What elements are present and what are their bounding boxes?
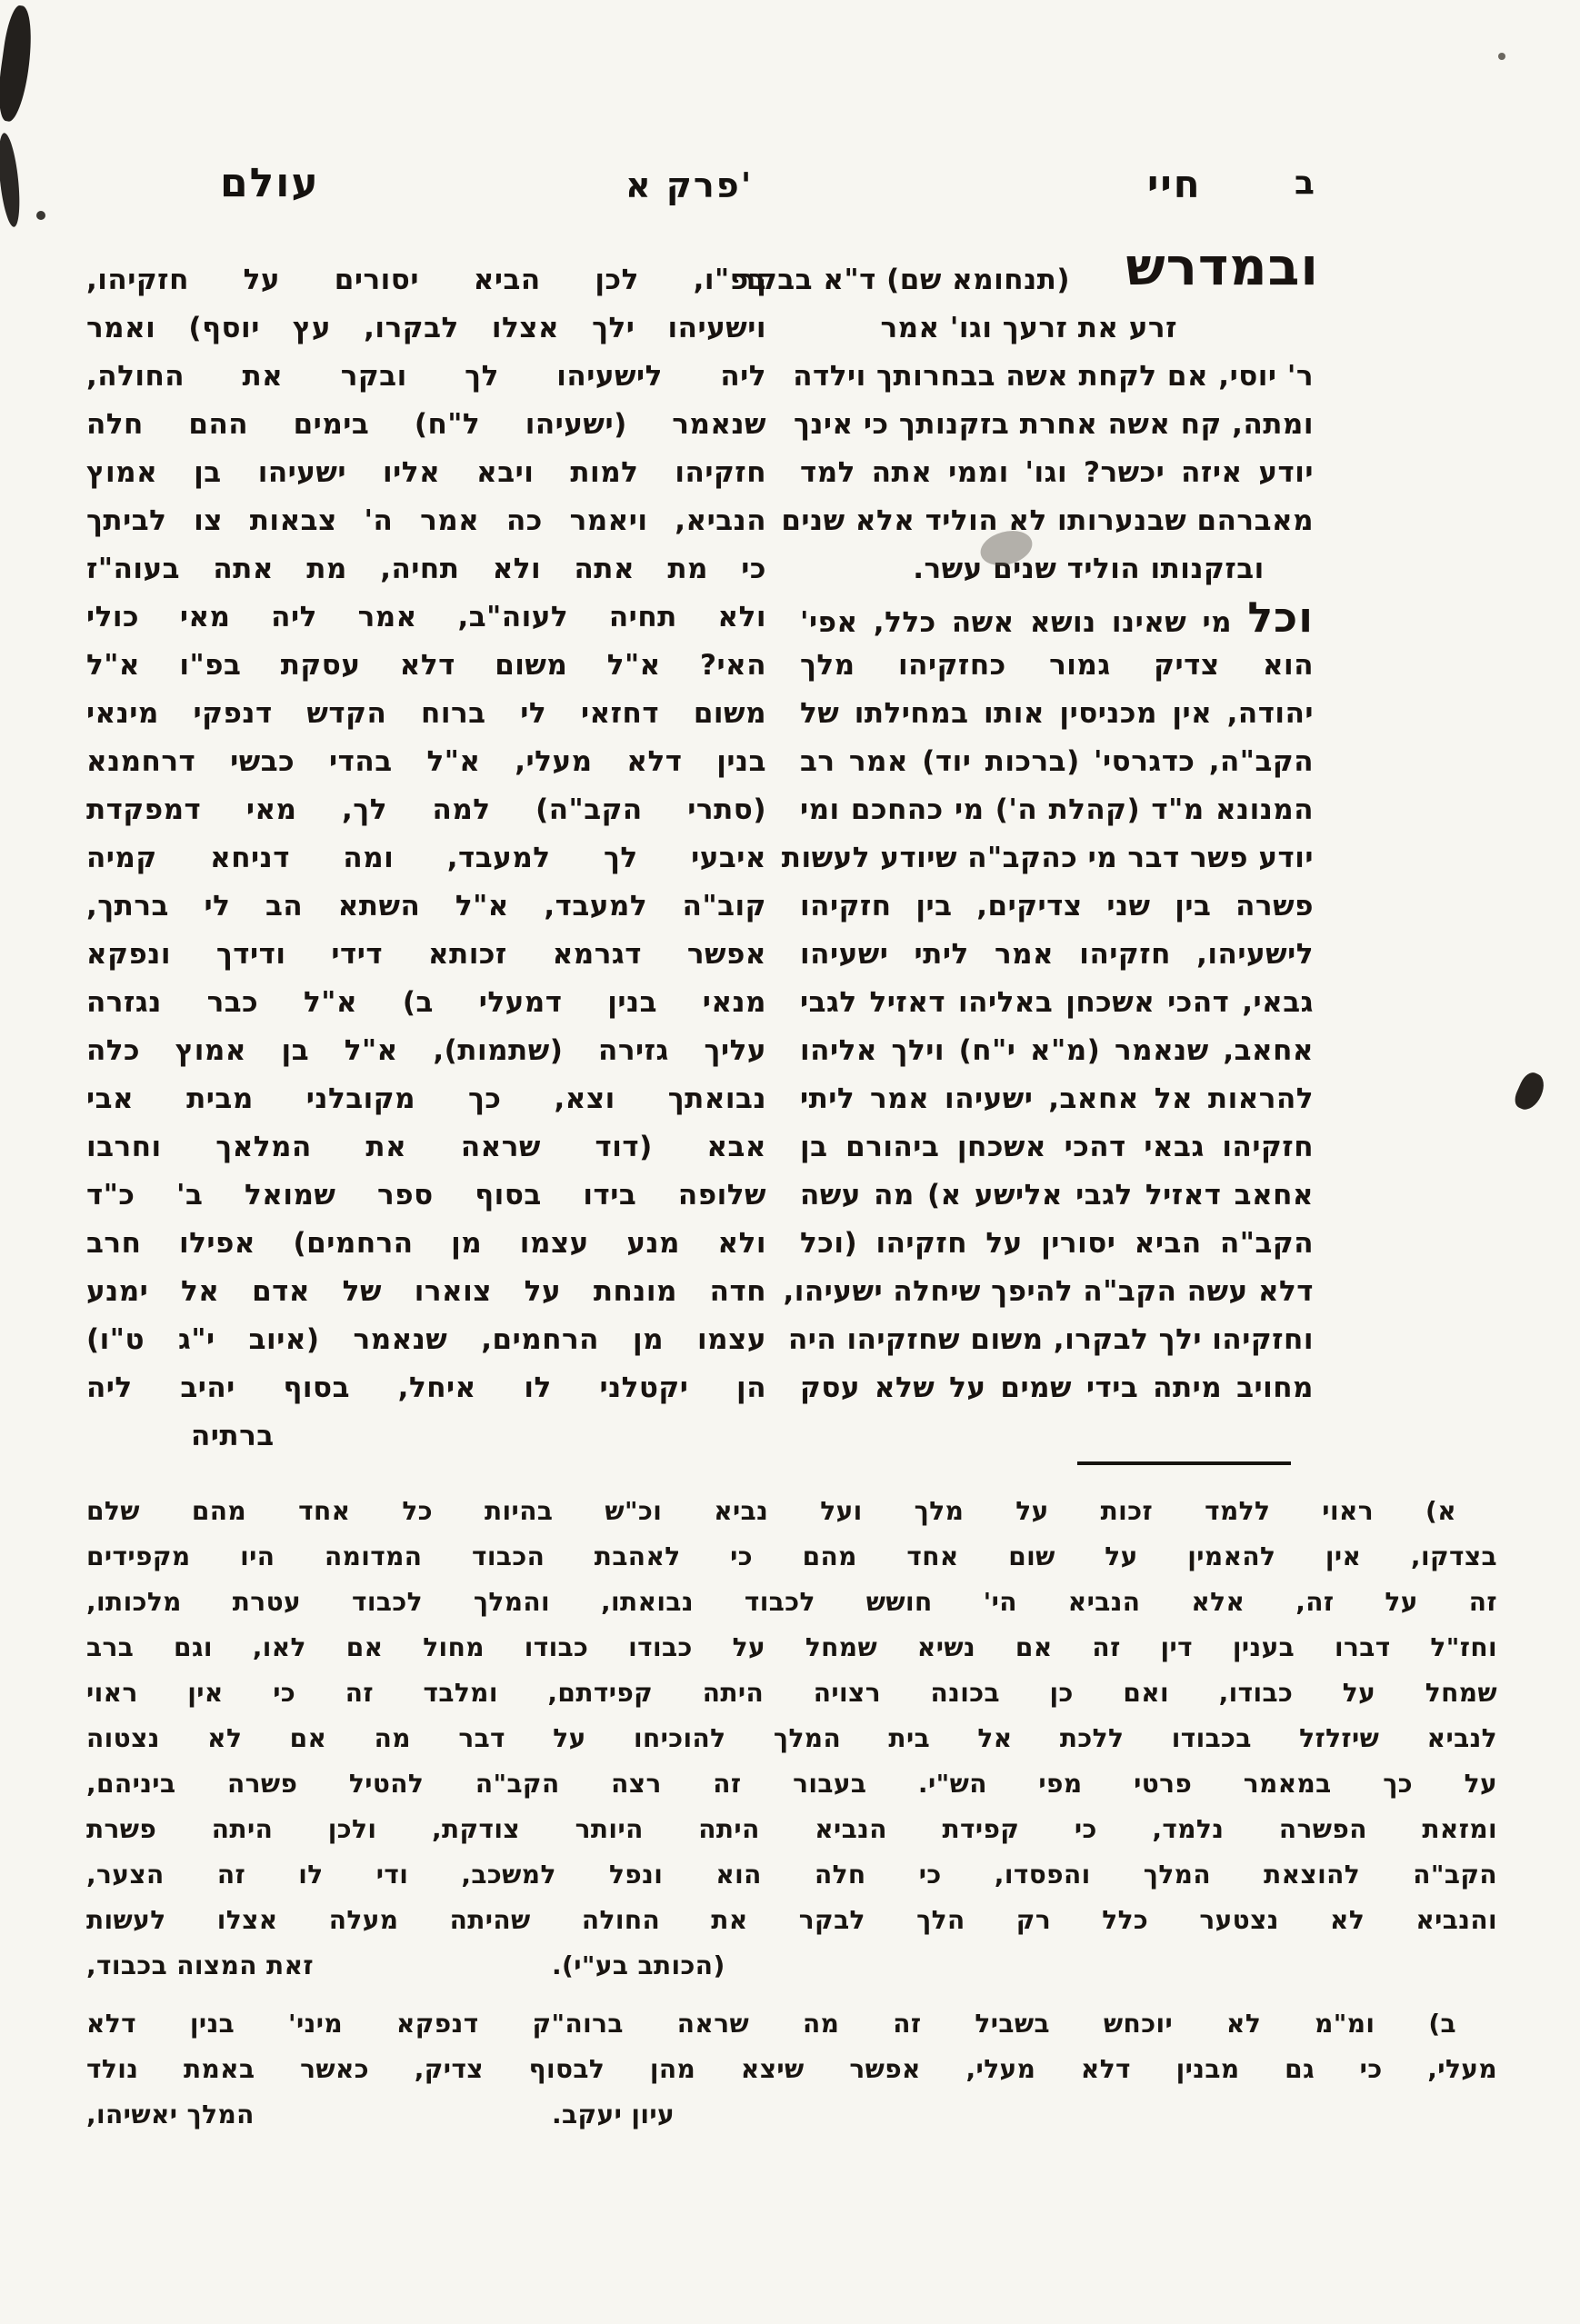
text-line: גבאי, דהכי אשכחן באליהו דאזיל לגבי [800,986,1314,1019]
text-line: וחז"ל דברו בענין דין זה אם נשיא שמחל על כבודו כבודו מחול אם לאו, וגם ברב [86,1632,1497,1662]
text-line: מנאי בנין דמעלי ב) א"ל כבר נגזרה [86,986,766,1019]
text-line: ר' יוסי, אם לקחת אשה בבחרותך וילדה [793,360,1314,393]
footnote-a-closing-text: זאת המצוה בכבוד, [86,1950,314,1980]
footnote-a-lines [86,1489,1497,1943]
text-line: ומתה, קח אשה אחרת בזקנותך כי אינך [793,408,1314,441]
main-column-left [86,256,766,1461]
footnote-a-attribution: (הכותב בע"י). [552,1950,725,1980]
text-line: וחזקיהו ילך לבקרו, משום שחזקיהו היה [787,1323,1314,1356]
text-line: לנביא שיזלזל בכבודו ללכת אל בית המלך להוכיחו על דבר מה אם לא נצטוה [86,1723,1497,1753]
footnotes [86,1489,1497,2139]
text-line: זה על זה, אלא הנביא הי' חושש לכבוד נבואתו, והמלך לכבוד עטרת מלכותו, [86,1587,1497,1617]
text-line: ומזאת הפשרה נלמד, כי קפידת הנביא היתה היותר צודקת, ולכן היתה פשרת [86,1814,1497,1844]
footnote-a [86,1489,1497,1990]
page-edge-smudge [0,5,37,124]
second-opening-word: וכל [1247,593,1314,642]
text-line: אחאב, שנאמר (מ"א י"ח) וילך אליהו [800,1034,1314,1067]
text-line: פשרה בין שני צדיקים, בין חזקיהו [800,890,1314,923]
paragraph-lines [781,642,1314,1412]
text-line: הנביא, ויאמר כה אמר ה' צבאות צו לביתך [86,504,766,537]
text-line: שלופה בידו בסוף ספר שמואל ב' כ"ד [86,1179,766,1212]
text-line: יודע פשר דבר מי כהקב"ה שיודע לעשות [781,842,1314,874]
text-line: הקב"ה הביא יסורין על חזקיהו (וכל [800,1227,1314,1260]
ink-blot [1512,1070,1549,1114]
text-line: יהודה, אין מכניסין אותו במחילתו של [800,697,1314,730]
footnote-b-closing [86,2092,1497,2139]
second-paragraph-first-line [800,593,1314,642]
text-line: (סתרי הקב"ה) למה לך, מאי דמפקדת [86,793,766,826]
text-line: בפ"ו, לכן הביא יסורים על חזקיהו, [86,264,766,296]
main-column-right [738,237,1319,1412]
text-line: מחויב מיתה בידי שמים על שלא עסק [800,1371,1314,1404]
header-title-right: חיי [1147,162,1202,206]
text-line: ב) ומ"מ לא יוכחש בשביל זה מה שראה ברוה"ק דנפקא מיני' בנין דלא [86,2009,1456,2039]
text-line: להראות אל אחאב, ישעיהו אמר ליתי [800,1082,1314,1115]
page-number: ב [1295,165,1315,202]
second-line-rest: מי שאינו נושא אשה כלל, אפי' [800,606,1233,639]
header-title-left: עולם [220,160,320,206]
text-line: (תנחומא שם) ד"א בבקר [738,264,1070,296]
footnote-b-closing-text: המלך יאשיהו, [86,2100,255,2130]
text-line: אחאב דאזיל לגבי אלישע א) מה עשה [800,1179,1314,1212]
text-line: ולא מנע עצמו מן הרחמים) אפילו חרב [86,1227,766,1260]
text-line: משום דחזאי לי ברוח הקדש דנפקי מינאי [86,697,766,730]
text-line: זרע את זרעך וגו' אמר [880,312,1177,344]
column-last-word: ברתיה [191,1420,275,1452]
ink-speck [36,211,45,220]
footnote-a-closing [86,1943,1497,1990]
page-edge-smudge [0,132,23,228]
footnote-b [86,2001,1497,2139]
footnote-b-lines [86,2001,1497,2092]
text-line: חזקיהו גבאי דהכי אשכחן ביהורם בן [800,1131,1314,1163]
paragraph-end-line: ובזקנותו הוליד שנים עשר. [913,553,1265,585]
text-line: וישעיהו ילך אצלו לבקרו, עץ יוסף) ואמר [86,312,766,344]
text-line: ולא תחיה לעוה"ב, אמר ליה מאי כולי [86,601,766,633]
text-line: מעלי, כי גם מבנין דלא מעלי, אפשר שיצא מהן לבסוף צדיק, כאשר באמת נולד [86,2054,1497,2084]
footnote-separator [1077,1461,1291,1465]
text-line: חדה מונחת על צוארו של אדם אל ימנע [86,1275,766,1308]
text-line: כי מת אתה ולא תחיה, מת אתה בעוה"ז [86,553,766,585]
chapter-heading: פרק א' [625,165,754,205]
text-line: המנונא מ"ד (קהלת ה') מי כהחכם ומי [800,793,1314,826]
ink-speck [1498,53,1505,60]
footnote-b-attribution: עיון יעקב. [552,2100,675,2130]
text-line: נבואתך וצא, כך מקובלני מבית אבי [86,1082,766,1115]
paragraph-lines [781,353,1314,545]
opening-paragraph [738,237,1319,353]
text-line: מאברהם שבנערותו לא הוליד אלא שנים [781,504,1314,537]
text-line: הוא צדיק גמור כחזקיהו מלך [800,649,1314,682]
text-line: והנביא לא נצטער כלל רק הלך לבקר את החולה שהיתה מעלה אצלו לעשות [86,1905,1497,1935]
text-line: יודע איזה יכשר? וגו' וממי אתה למד [800,456,1314,489]
text-line: שנאמר (ישעיהו ל"ח) בימים ההם חלה [86,408,766,441]
text-line: עצמו מן הרחמים, שנאמר (איוב י"ג ט"ו) [86,1323,766,1356]
text-line: אבא (דוד שראה את המלאך וחרבו [86,1131,766,1163]
text-line: הן יקטלני לו איחל, בסוף יהיב ליה [86,1371,766,1404]
paragraph-lines [86,256,766,1412]
text-line: קוב"ה למעבד, א"ל השתא הב לי ברתך, [86,890,766,923]
text-line: בנין דלא מעלי, א"ל בהדי כבשי דרחמנא [86,745,766,778]
text-line: שמחל על כבודו, ואם כן בכונה רצויה היתה קפידתם, ומלבד זה כי אין ראוי [86,1678,1497,1708]
text-line: א) ראוי ללמד זכות על מלך ועל נביא וכ"ש בהיות כל אחד מהם שלם [86,1496,1456,1526]
text-line: חזקיהו למות ויבא אליו ישעיהו בן אמוץ [86,456,766,489]
text-line: איבעי לך למעבד, ומה דניחא קמיה [86,842,766,874]
text-line: האי? א"ל משום דלא עסקת בפ"ו א"ל [86,649,766,682]
text-line: לישעיהו, חזקיהו אמר ליתי ישעיהו [800,938,1314,971]
opening-word: ובמדרש [1125,237,1319,297]
text-line: בצדקו, אין להאמין על שום אחד מהם כי לאהבת הכבוד המדומה היו מקפידים [86,1541,1497,1571]
text-line: הקב"ה, כדגרסי' (ברכות יוד) אמר רב [800,745,1314,778]
text-line: הקב"ה להוצאת המלך והפסדו, כי חלה הוא ונפל למשכב, ודי לו זה הצער, [86,1860,1497,1890]
text-line: אפשר דגרמא זכותא דידי ודידך ונפקא [86,938,766,971]
text-line: על כך במאמר פרטי מפי הש"י. בעבור זה רצה הקב"ה להטיל פשרה ביניהם, [86,1769,1497,1799]
text-line: ליה לישעיהו לך ובקר את החולה, [86,360,766,393]
text-line: דלא עשה הקב"ה להיפך שיחלה ישעיהו, [783,1275,1314,1308]
text-line: עליך גזירה (שתמות), א"ל בן אמוץ כלה [86,1034,766,1067]
